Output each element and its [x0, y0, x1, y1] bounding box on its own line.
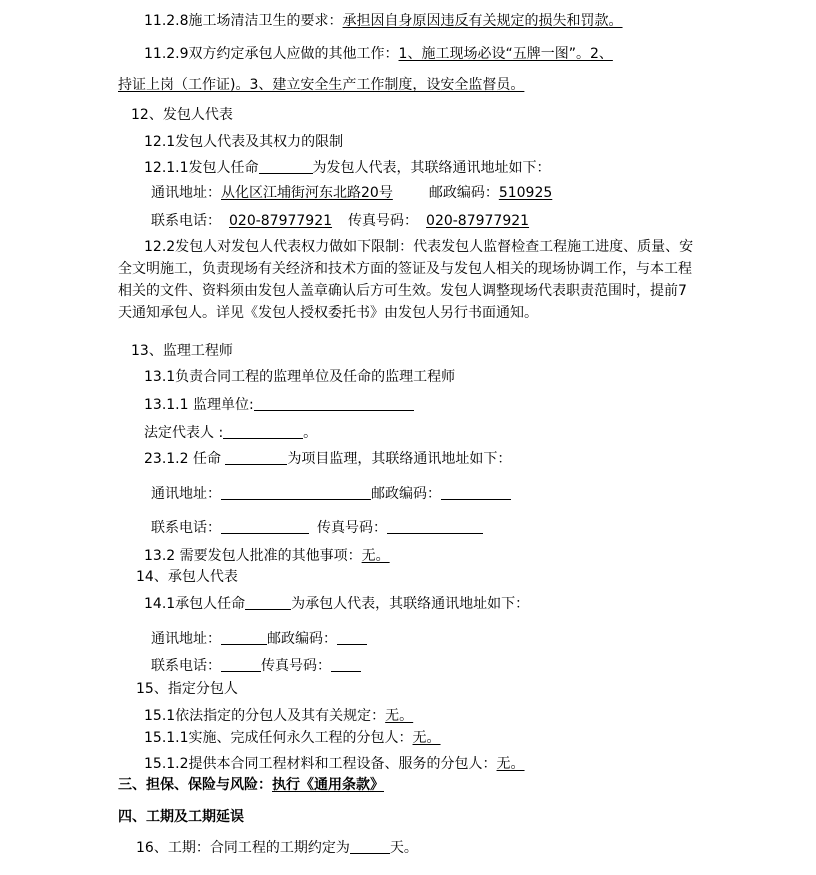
clause-value: 无。 — [361, 548, 390, 564]
clause-12-2: 12.2发包人对发包人代表权力做如下限制：代表发包人监督检查工程施工进度、质量、安全文明施工，负责现场有关经济和技术方面的签证及与发包人相关的现场协调工作，与本工程相关的文件、资料须由发包人盖章确认后方可生效。发包人调整现场代表职责范围时，提前7天通知承包人。详见《发包人授权委托书》由发包人另行书面通知。 — [118, 239, 694, 321]
fax-value: 020-87977921 — [426, 213, 530, 229]
blank-line — [221, 485, 371, 500]
clause-text: 13.1.1 监理单位: — [144, 397, 254, 413]
blank-line — [254, 396, 414, 411]
clause-11-2-8 — [144, 12, 623, 30]
clause-15-1-2 — [144, 755, 525, 773]
blank-line — [331, 657, 361, 672]
postcode-label: 邮政编码： — [371, 486, 441, 502]
address-line — [151, 184, 552, 202]
blank-line — [221, 630, 267, 645]
chapter-3-heading — [118, 776, 384, 794]
blank-line — [221, 519, 309, 534]
address-line-2 — [151, 485, 511, 503]
clause-12-1-1 — [144, 159, 551, 177]
phone-line — [151, 212, 537, 230]
clause-12-1: 12.1发包人代表及其权力的限制 — [144, 134, 344, 150]
clause-label: 15.1依法指定的分包人及其有关规定： — [144, 708, 386, 724]
blank-line — [259, 159, 313, 174]
phone-label: 联系电话： — [151, 520, 221, 536]
clause-13-2 — [144, 547, 390, 565]
clause-text: 16、工期：合同工程的工期约定为 — [136, 840, 350, 856]
section-14-heading: 14、承包人代表 — [136, 569, 238, 585]
clause-text: 12.1.1发包人任命 — [144, 160, 259, 176]
phone-value: 020-87977921 — [229, 213, 333, 229]
phone-line-3 — [151, 657, 361, 675]
clause-text: 为承包人代表，其联络通讯地址如下： — [291, 596, 530, 612]
postcode-value: 510925 — [498, 185, 553, 201]
legal-representative-line — [144, 424, 317, 442]
clause-text: 为发包人代表，其联络通讯地址如下： — [312, 160, 551, 176]
clause-23-1-2 — [144, 450, 511, 468]
heading-label: 三、担保、保险与风险： — [118, 777, 272, 793]
clause-value: 无。 — [385, 708, 414, 724]
address-label: 通讯地址： — [151, 486, 221, 502]
clause-15-1-1 — [144, 729, 441, 747]
section-12-heading: 12、发包人代表 — [131, 107, 233, 123]
address-label: 通讯地址： — [151, 631, 221, 647]
address-line-3 — [151, 630, 367, 648]
clause-text: 23.1.2 任命 — [144, 451, 226, 467]
clause-text: 天。 — [389, 840, 418, 856]
fax-label: 传真号码： — [317, 520, 387, 536]
clause-13-1-1 — [144, 396, 414, 414]
phone-line-2 — [151, 519, 483, 537]
clause-text: 为项目监理，其联络通讯地址如下： — [287, 451, 512, 467]
clause-13-1: 13.1负责合同工程的监理单位及任命的监理工程师 — [144, 369, 456, 385]
clause-label: 11.2.9双方约定承包人应做的其他工作： — [144, 46, 399, 62]
clause-value: 1、施工现场必设“五牌一图”。2、 — [398, 46, 613, 62]
clause-14-1 — [144, 595, 529, 613]
fax-label: 传真号码： — [261, 658, 331, 674]
clause-label: 11.2.8施工场清洁卫生的要求： — [144, 13, 343, 29]
blank-line — [441, 485, 511, 500]
clause-label: 13.2 需要发包人批准的其他事项： — [144, 548, 362, 564]
blank-line — [245, 595, 291, 610]
phone-label: 联系电话： — [151, 213, 221, 229]
clause-text: 法定代表人 : — [144, 425, 224, 441]
blank-line — [221, 657, 261, 672]
clause-16 — [136, 839, 418, 857]
blank-line — [350, 839, 390, 854]
blank-line — [223, 424, 303, 439]
blank-line — [387, 519, 483, 534]
postcode-label: 邮政编码： — [428, 185, 499, 201]
phone-label: 联系电话： — [151, 658, 221, 674]
postcode-label: 邮政编码： — [267, 631, 337, 647]
address-value: 从化区江埔街河东北路20号 — [221, 185, 393, 201]
section-15-heading: 15、指定分包人 — [136, 681, 238, 697]
address-label: 通讯地址： — [151, 185, 221, 201]
blank-line — [337, 630, 367, 645]
clause-value: 无。 — [496, 756, 525, 772]
clause-11-2-9-continued — [118, 76, 524, 94]
clause-value: 持证上岗（工作证)。3、建立安全生产工作制度，设安全监督员。 — [118, 77, 525, 93]
clause-11-2-9 — [144, 45, 613, 63]
clause-label: 15.1.1实施、完成任何永久工程的分包人： — [144, 730, 413, 746]
blank-line — [225, 450, 287, 465]
clause-text: 14.1承包人任命 — [144, 596, 246, 612]
clause-value: 无。 — [412, 730, 441, 746]
chapter-4-heading: 四、工期及工期延误 — [118, 809, 244, 825]
clause-text: 。 — [303, 425, 318, 441]
clause-15-1 — [144, 707, 413, 725]
clause-label: 15.1.2提供本合同工程材料和工程设备、服务的分包人： — [144, 756, 497, 772]
heading-value: 执行《通用条款》 — [272, 777, 384, 793]
clause-value: 承担因自身原因违反有关规定的损失和罚款。 — [342, 13, 623, 29]
fax-label: 传真号码： — [348, 213, 419, 229]
section-13-heading: 13、监理工程师 — [131, 343, 233, 359]
